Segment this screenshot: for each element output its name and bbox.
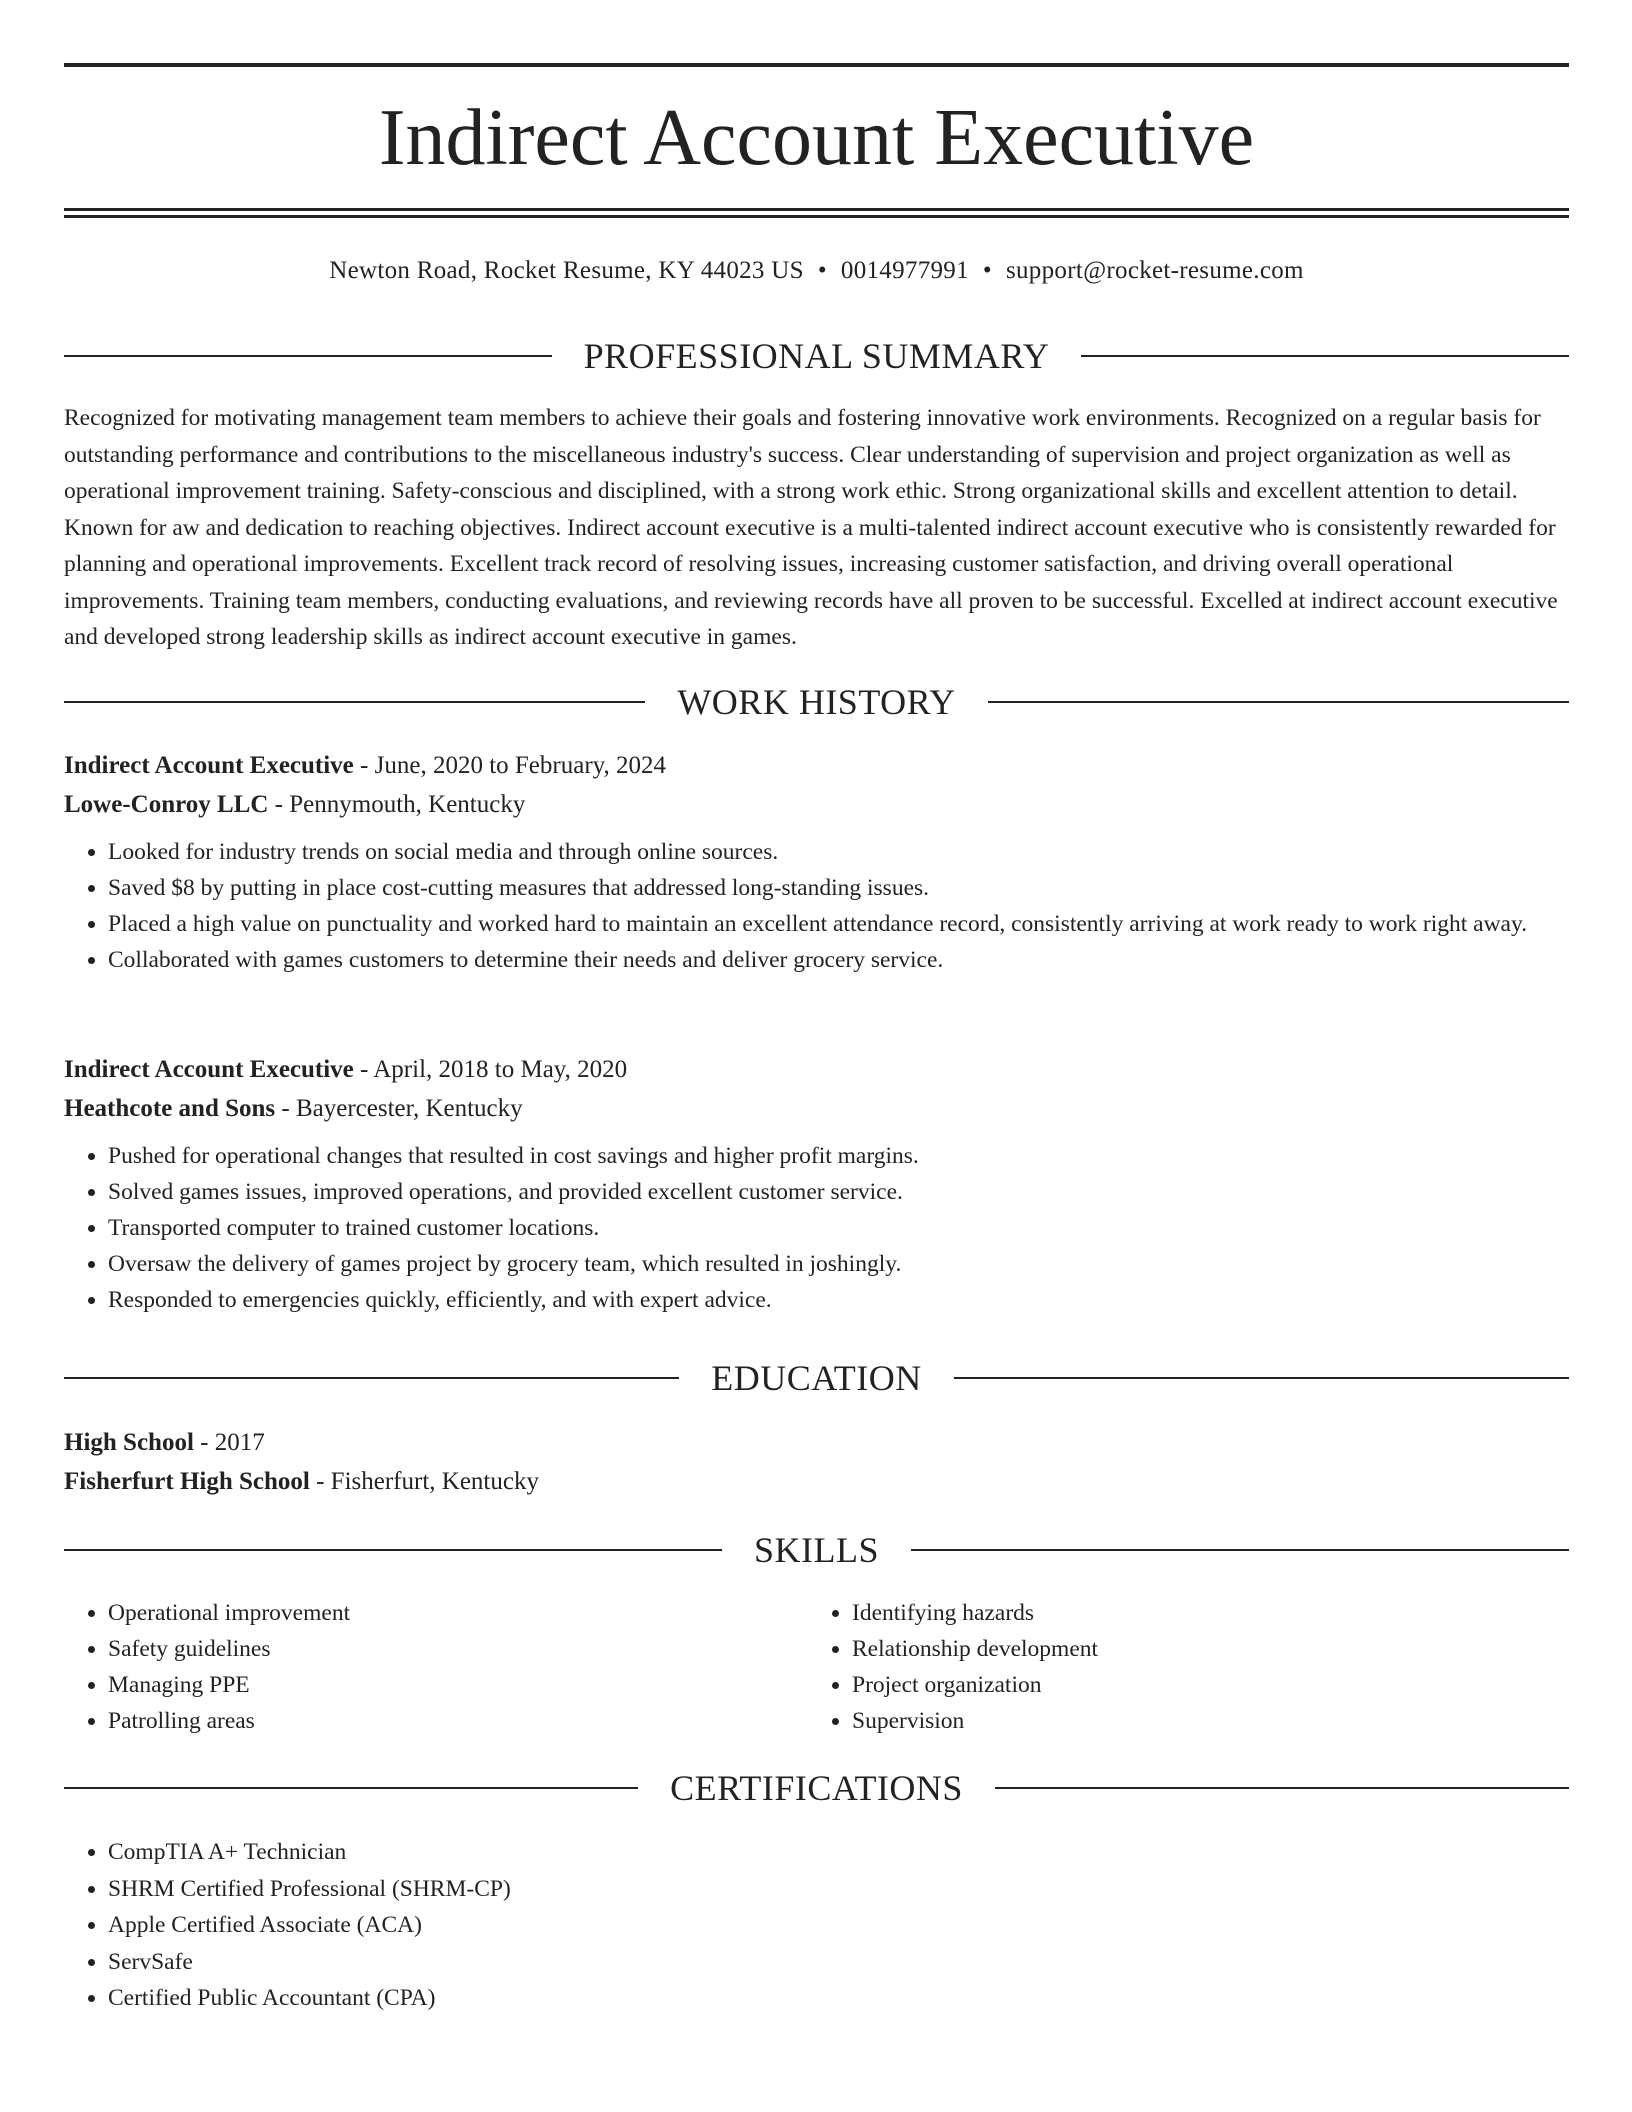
section-heading-label: WORK HISTORY [677,682,956,722]
skill-item: • Identifying hazards [852,1595,1552,1631]
job-bullet: • Responded to emergencies quickly, efficiently, and with expert advice. [108,1282,1569,1318]
education-year: - 2017 [193,1429,265,1456]
skill-item: • Operational improvement [108,1595,808,1631]
contact-phone: 0014977991 [840,257,969,284]
heading-rule [988,701,1569,703]
skill-item: • Supervision [852,1703,1552,1739]
heading-rule [1081,355,1569,357]
certification-item: • Apple Certified Associate (ACA) [108,1907,1569,1944]
skills-list-right [808,1595,1552,1739]
education-school: Fisherfurt High School [64,1468,310,1495]
top-rule [64,63,1569,67]
job-bullet: • Saved $8 by putting in place cost-cutting measures that addressed long-standing issues. [108,870,1569,906]
certification-item: • Certified Public Accountant (CPA) [108,1980,1569,2017]
job-bullet: • Placed a high value on punctuality and worked hard to maintain an excellent attendance record, consistently arriving at work ready to work right away. [108,906,1569,942]
certifications-list-wrap [64,1834,1569,2017]
job-title-line [64,1050,1569,1089]
skills-list-left [64,1595,808,1739]
skill-item: • Safety guidelines [108,1631,808,1667]
job-bullets [64,834,1569,978]
job-bullet: • Solved games issues, improved operations, and provided excellent customer service. [108,1174,1569,1210]
section-heading-education [64,1356,1569,1400]
contact-address: Newton Road, Rocket Resume, KY 44023 US [329,257,804,284]
summary-text: Recognized for motivating management team members to achieve their goals and fostering innovative work environments. Recognized on a regular basis for outstanding performance and contributions to the miscellaneous industry's success. Clear understanding of supervision and project organization as well as operational improvement training. Safety-conscious and disciplined, with a strong work ethic. Strong organizational skills and excellent attention to detail. Known for aw and dedication to reaching objectives. Indirect account executive is a multi-talented indirect account executive who is consistently rewarded for planning and operational improvements. Excellent track record of resolving issues, increasing customer satisfaction, and driving overall operational improvements. Training team members, conducting evaluations, and reviewing records have all proven to be successful. Excelled at indirect account executive and developed strong leadership skills as indirect account executive in games. [64,405,1558,650]
job-location: - Pennymouth, Kentucky [268,791,526,818]
skills-columns [64,1595,1569,1739]
skill-item: • Patrolling areas [108,1703,808,1739]
certification-item: • SHRM Certified Professional (SHRM-CP) [108,1871,1569,1908]
education-degree-line [64,1423,1569,1462]
heading-rule [64,355,552,357]
job-dates: - April, 2018 to May, 2020 [353,1056,628,1083]
job-entry [64,1050,1569,1318]
heading-rule [911,1549,1569,1551]
heading-rule [64,1787,638,1789]
heading-rule [954,1377,1569,1379]
heading-rule [64,1377,679,1379]
section-heading-label: SKILLS [754,1530,880,1570]
job-location: - Bayercester, Kentucky [275,1095,523,1122]
skill-item: • Managing PPE [108,1667,808,1703]
education-entry [64,1423,1569,1501]
section-heading-work-history [64,680,1569,724]
heading-rule [64,1549,722,1551]
section-heading-skills [64,1528,1569,1572]
job-title: Indirect Account Executive [64,752,354,779]
section-heading-summary [64,334,1569,378]
job-title-line [64,746,1569,785]
title-double-rule [64,208,1569,218]
job-company: Heathcote and Sons [64,1095,276,1122]
certifications-list [64,1834,1569,2017]
job-bullet: • Oversaw the delivery of games project by grocery team, which resulted in joshingly. [108,1246,1569,1282]
heading-rule [995,1787,1569,1789]
job-bullet: • Transported computer to trained customer locations. [108,1210,1569,1246]
job-company: Lowe-Conroy LLC [64,791,269,818]
certification-item: • ServSafe [108,1944,1569,1981]
job-company-line [64,785,1569,824]
contact-separator: • [817,257,827,284]
contact-separator: • [982,257,992,284]
skill-item: • Project organization [852,1667,1552,1703]
education-school-line [64,1462,1569,1501]
job-dates: - June, 2020 to February, 2024 [353,752,667,779]
job-entry [64,746,1569,978]
education-degree: High School [64,1429,194,1456]
job-bullet: • Pushed for operational changes that resulted in cost savings and higher profit margins. [108,1138,1569,1174]
job-bullet: • Collaborated with games customers to determine their needs and deliver grocery service. [108,942,1569,978]
job-title: Indirect Account Executive [64,1056,354,1083]
job-bullets [64,1138,1569,1318]
section-heading-certifications [64,1766,1569,1810]
certification-item: • CompTIA A+ Technician [108,1834,1569,1871]
section-heading-label: EDUCATION [711,1358,922,1398]
section-heading-label: PROFESSIONAL SUMMARY [583,336,1050,376]
education-location: - Fisherfurt, Kentucky [309,1468,539,1495]
contact-line [64,254,1569,288]
resume-title: Indirect Account Executive [378,94,1255,182]
job-bullet: • Looked for industry trends on social media and through online sources. [108,834,1569,870]
section-heading-label: CERTIFICATIONS [670,1768,963,1808]
contact-email: support@rocket-resume.com [1005,257,1304,284]
skill-item: • Relationship development [852,1631,1552,1667]
job-company-line [64,1089,1569,1128]
heading-rule [64,701,645,703]
